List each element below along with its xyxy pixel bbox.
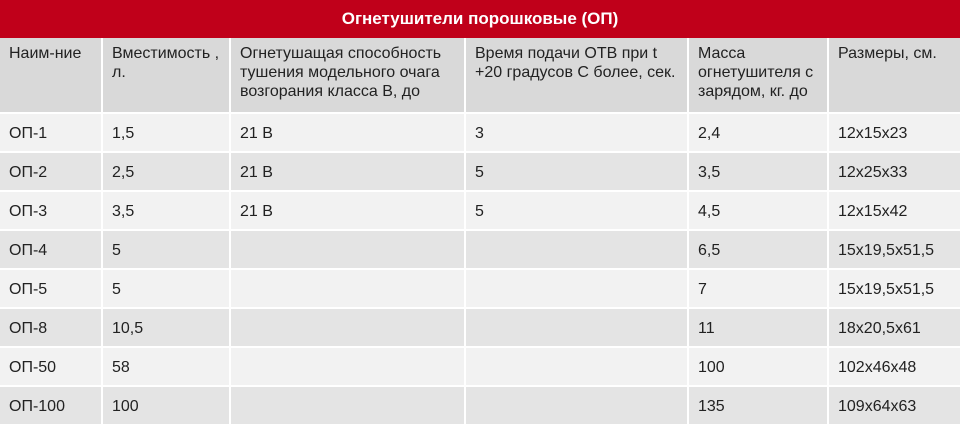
table-row (0, 152, 960, 191)
cell-name: ОП-4 (0, 230, 102, 269)
header-extinguishing-ability: Огнетушащая способность тушения модельного очага возгорания класса В, до (230, 38, 465, 113)
cell-name: ОП-100 (0, 386, 102, 425)
cell-discharge-time (465, 347, 688, 386)
cell-extinguishing-ability (230, 269, 465, 308)
table-title: Огнетушители порошковые (ОП) (0, 0, 960, 38)
cell-dimensions: 15x19,5x51,5 (828, 230, 960, 269)
cell-name: ОП-5 (0, 269, 102, 308)
cell-discharge-time (465, 386, 688, 425)
cell-discharge-time (465, 230, 688, 269)
cell-capacity: 1,5 (102, 113, 230, 152)
table-row (0, 191, 960, 230)
cell-capacity: 2,5 (102, 152, 230, 191)
cell-discharge-time: 5 (465, 152, 688, 191)
cell-extinguishing-ability (230, 308, 465, 347)
cell-dimensions: 102x46x48 (828, 347, 960, 386)
header-dimensions: Размеры, см. (828, 38, 960, 113)
cell-mass: 7 (688, 269, 828, 308)
cell-capacity: 58 (102, 347, 230, 386)
cell-dimensions: 109x64x63 (828, 386, 960, 425)
cell-extinguishing-ability: 21 В (230, 152, 465, 191)
cell-mass: 100 (688, 347, 828, 386)
cell-dimensions: 18x20,5x61 (828, 308, 960, 347)
header-discharge-time: Время подачи ОТВ при t +20 градусов С более, сек. (465, 38, 688, 113)
table-row (0, 230, 960, 269)
cell-capacity: 5 (102, 269, 230, 308)
header-mass: Масса огнетушителя с зарядом, кг. до (688, 38, 828, 113)
cell-capacity: 3,5 (102, 191, 230, 230)
cell-name: ОП-1 (0, 113, 102, 152)
cell-name: ОП-2 (0, 152, 102, 191)
cell-mass: 2,4 (688, 113, 828, 152)
header-row (0, 38, 960, 113)
cell-mass: 3,5 (688, 152, 828, 191)
cell-extinguishing-ability: 21 В (230, 191, 465, 230)
cell-mass: 4,5 (688, 191, 828, 230)
cell-mass: 6,5 (688, 230, 828, 269)
table-row (0, 308, 960, 347)
cell-extinguishing-ability: 21 В (230, 113, 465, 152)
table-row (0, 386, 960, 425)
table-row (0, 269, 960, 308)
cell-extinguishing-ability (230, 230, 465, 269)
cell-discharge-time (465, 269, 688, 308)
cell-dimensions: 12x25x33 (828, 152, 960, 191)
cell-discharge-time (465, 308, 688, 347)
header-name: Наим-ние (0, 38, 102, 113)
cell-extinguishing-ability (230, 347, 465, 386)
cell-name: ОП-8 (0, 308, 102, 347)
cell-discharge-time: 5 (465, 191, 688, 230)
cell-discharge-time: 3 (465, 113, 688, 152)
cell-mass: 11 (688, 308, 828, 347)
extinguisher-table (0, 38, 960, 426)
table-row (0, 347, 960, 386)
cell-capacity: 100 (102, 386, 230, 425)
cell-name: ОП-3 (0, 191, 102, 230)
cell-dimensions: 12x15x42 (828, 191, 960, 230)
cell-mass: 135 (688, 386, 828, 425)
cell-extinguishing-ability (230, 386, 465, 425)
cell-capacity: 10,5 (102, 308, 230, 347)
cell-name: ОП-50 (0, 347, 102, 386)
table-row (0, 113, 960, 152)
header-capacity: Вместимость , л. (102, 38, 230, 113)
cell-dimensions: 12x15x23 (828, 113, 960, 152)
cell-capacity: 5 (102, 230, 230, 269)
cell-dimensions: 15x19,5x51,5 (828, 269, 960, 308)
